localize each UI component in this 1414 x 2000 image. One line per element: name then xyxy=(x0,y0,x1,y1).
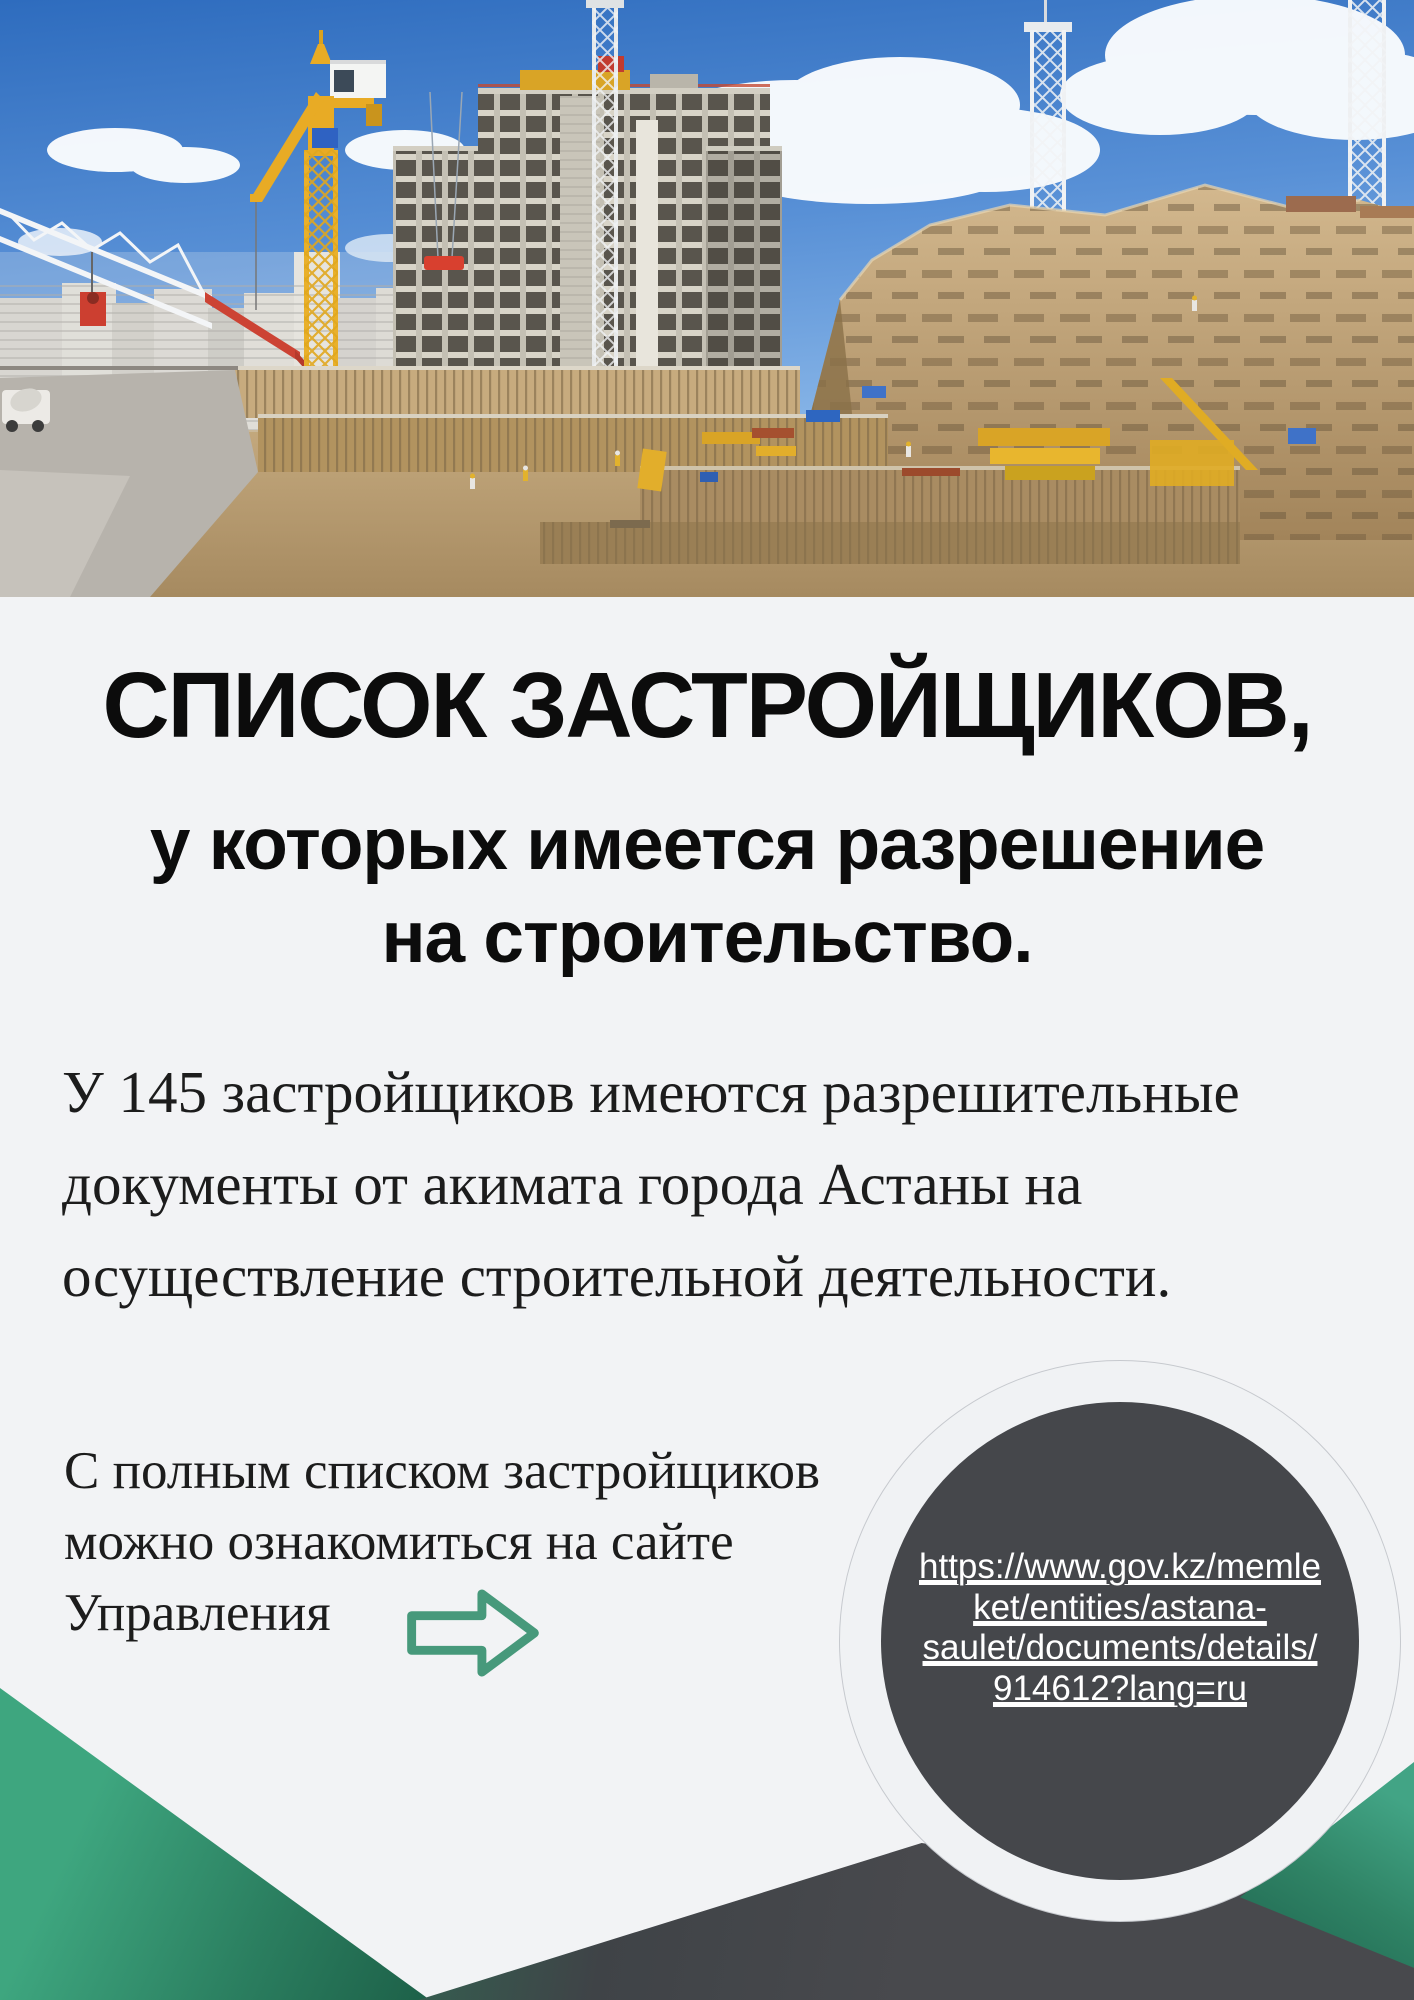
link-circle-ring xyxy=(839,1360,1401,1922)
poster-title: СПИСОК ЗАСТРОЙЩИКОВ, xyxy=(102,653,1312,757)
construction-site-photo xyxy=(0,0,1414,597)
link-line-1: https://www.gov.kz/memle xyxy=(919,1547,1321,1586)
decor-left-green-triangle xyxy=(0,1688,430,2000)
link-circle xyxy=(881,1402,1359,1880)
subtitle-line-2: на строительство. xyxy=(381,897,1033,978)
body-paragraph xyxy=(62,1046,1240,1322)
poster-subtitle xyxy=(0,798,1414,984)
paragraph-line-1: У 145 застройщиков имеются разрешительные xyxy=(62,1059,1240,1125)
arrow-right-icon xyxy=(402,1585,544,1681)
subtitle-line-1: у которых имеется разрешение xyxy=(149,804,1265,885)
note-line-3: Управления xyxy=(64,1584,331,1642)
link-line-4: 914612?lang=ru xyxy=(992,1668,1247,1708)
link-line-3: saulet/documents/details/ xyxy=(922,1628,1318,1667)
note-line-2: можно ознакомиться на сайте xyxy=(64,1513,734,1571)
paragraph-line-2: документы от акимата города Астаны на xyxy=(62,1151,1083,1217)
note-line-1: С полным списком застройщиков xyxy=(64,1442,821,1500)
paragraph-line-3: осуществление строительной деятельности. xyxy=(62,1243,1172,1309)
link-line-2: ket/entities/astana- xyxy=(973,1587,1267,1627)
gov-kz-link[interactable] xyxy=(919,1547,1321,1709)
